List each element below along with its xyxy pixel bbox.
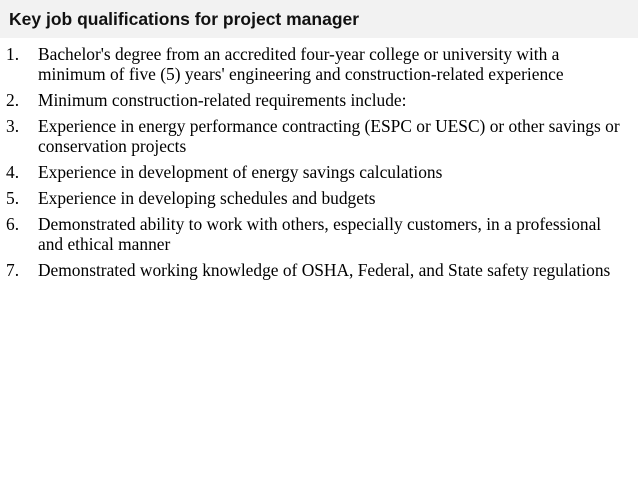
item-number: 2. <box>6 90 20 110</box>
list-item-2 <box>0 90 630 110</box>
item-number: 1. <box>6 44 20 64</box>
item-number: 3. <box>6 116 20 136</box>
item-number: 6. <box>6 214 20 234</box>
item-number: 7. <box>6 260 20 280</box>
qualifications-list <box>0 44 630 286</box>
page-title: Key job qualifications for project manager <box>9 9 360 29</box>
title-bar <box>0 0 638 38</box>
item-text: Demonstrated working knowledge of OSHA, Federal, and State safety regulations <box>38 260 611 280</box>
item-text: Bachelor's degree from an accredited four-year college or university with a minimum of five (5) years' engineering and construction-related experience <box>38 44 564 84</box>
item-text: Minimum construction-related requirements include: <box>38 90 407 110</box>
item-number: 4. <box>6 162 20 182</box>
list-item-7 <box>0 260 630 280</box>
item-number: 5. <box>6 188 20 208</box>
item-text: Demonstrated ability to work with others, especially customers, in a professional and ethical manner <box>38 214 602 254</box>
list-item-5 <box>0 188 630 208</box>
item-text: Experience in developing schedules and budgets <box>38 188 376 208</box>
item-text: Experience in energy performance contracting (ESPC or UESC) or other savings or conservation projects <box>38 116 620 156</box>
item-text: Experience in development of energy savings calculations <box>38 162 443 182</box>
list-item-6 <box>0 214 630 254</box>
list-item-3 <box>0 116 630 156</box>
list-item-4 <box>0 162 630 182</box>
list-item-1 <box>0 44 630 84</box>
